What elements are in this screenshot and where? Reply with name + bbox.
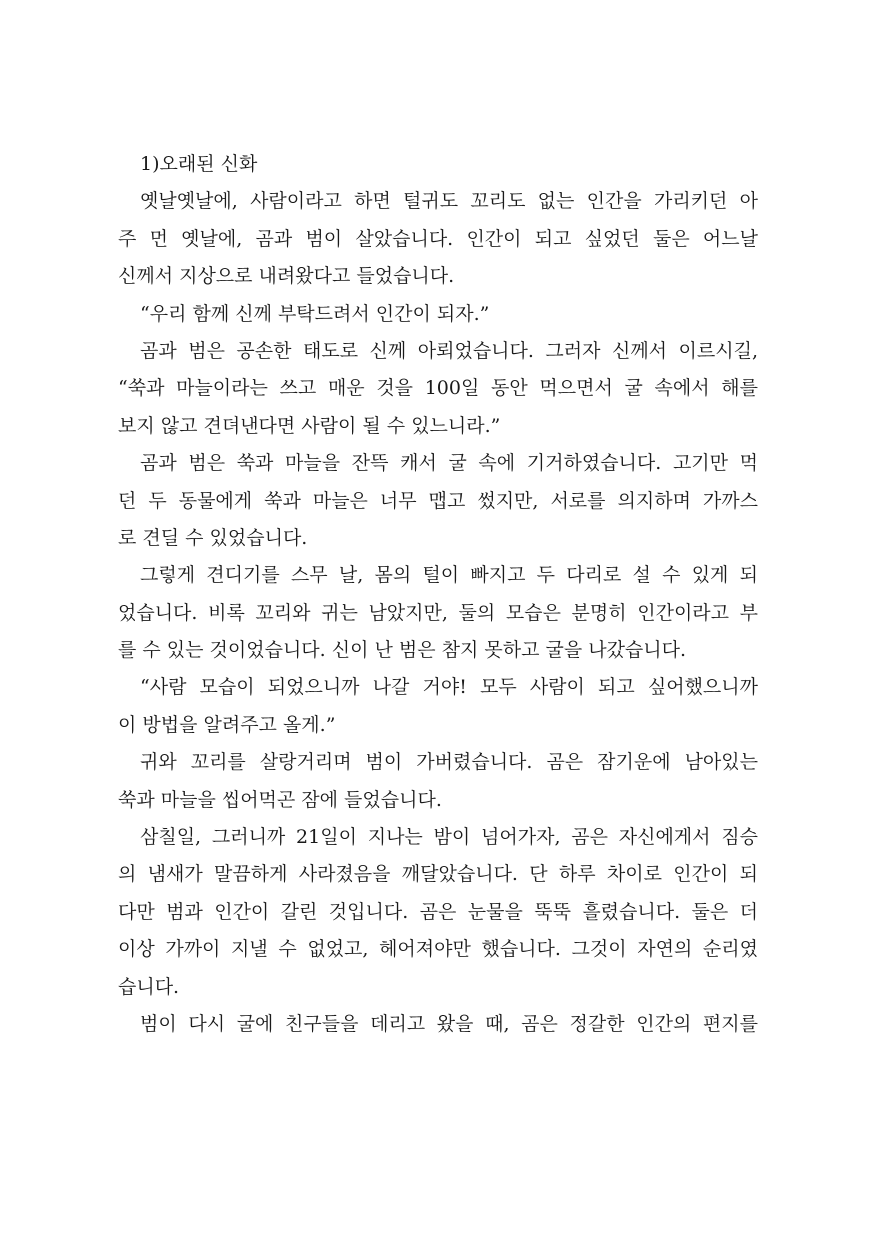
paragraph-line: 쑥과 마늘을 씹어먹곤 잠에 들었습니다. [118, 788, 442, 811]
paragraph-line: 그렇게 견디기를 스무 날, 몸의 털이 빠지고 두 다리로 설 수 있게 되 [140, 564, 758, 587]
paragraph-line: 었습니다. 비록 꼬리와 귀는 남았지만, 둘의 모습은 분명히 인간이라고 부 [118, 601, 758, 624]
paragraph-line: 범이 다시 굴에 친구들을 데리고 왔을 때, 곰은 정갈한 인간의 편지를 [140, 1012, 758, 1035]
paragraph-line: 곰과 범은 쑥과 마늘을 잔뜩 캐서 굴 속에 기거하였습니다. 고기만 먹 [140, 452, 758, 475]
paragraph-line: 습니다. [118, 975, 180, 998]
paragraph-line: 의 냄새가 말끔하게 사라졌음을 깨달았습니다. 단 하루 차이로 인간이 되 [118, 863, 758, 886]
paragraph-line: 이상 가까이 지낼 수 없었고, 헤어져야만 했습니다. 그것이 자연의 순리였 [118, 938, 758, 961]
paragraph-line: 신께서 지상으로 내려왔다고 들었습니다. [118, 265, 455, 288]
paragraph-line: 이 방법을 알려주고 올게.” [118, 713, 336, 736]
paragraph-line: 다만 범과 인간이 갈린 것입니다. 곰은 눈물을 뚝뚝 흘렸습니다. 둘은 더 [118, 900, 758, 923]
section-heading: 1)오래된 신화 [140, 153, 258, 175]
paragraph-line: 옛날옛날에, 사람이라고 하면 털귀도 꼬리도 없는 인간을 가리키던 아 [140, 190, 758, 213]
paragraph-line: 주 먼 옛날에, 곰과 범이 살았습니다. 인간이 되고 싶었던 둘은 어느날 [118, 227, 758, 250]
paragraph-line: 곰과 범은 공손한 태도로 신께 아뢰었습니다. 그러자 신께서 이르시길, [140, 339, 758, 362]
paragraph-line: “쑥과 마늘이라는 쓰고 매운 것을 100일 동안 먹으면서 굴 속에서 해를 [118, 377, 758, 400]
paragraph-line: 보지 않고 견뎌낸다면 사람이 될 수 있느니라.” [118, 414, 501, 437]
paragraph-line: 귀와 꼬리를 살랑거리며 범이 가버렸습니다. 곰은 잠기운에 남아있는 [140, 751, 758, 774]
paragraph-line: 던 두 동물에게 쑥과 마늘은 너무 맵고 썼지만, 서로를 의지하며 가까스 [118, 489, 758, 512]
paragraph-line: 를 수 있는 것이었습니다. 신이 난 범은 참지 못하고 굴을 나갔습니다. [118, 639, 687, 662]
document-body [118, 146, 758, 1043]
paragraph-line: 로 견딜 수 있었습니다. [118, 526, 308, 549]
paragraph-line: “사람 모습이 되었으니까 나갈 거야! 모두 사람이 되고 싶어했으니까 [140, 676, 758, 699]
paragraph-line: “우리 함께 신께 부탁드려서 인간이 되자.” [140, 302, 490, 325]
paragraph-line: 삼칠일, 그러니까 21일이 지나는 밤이 넘어가자, 곰은 자신에게서 짐승 [140, 826, 758, 849]
